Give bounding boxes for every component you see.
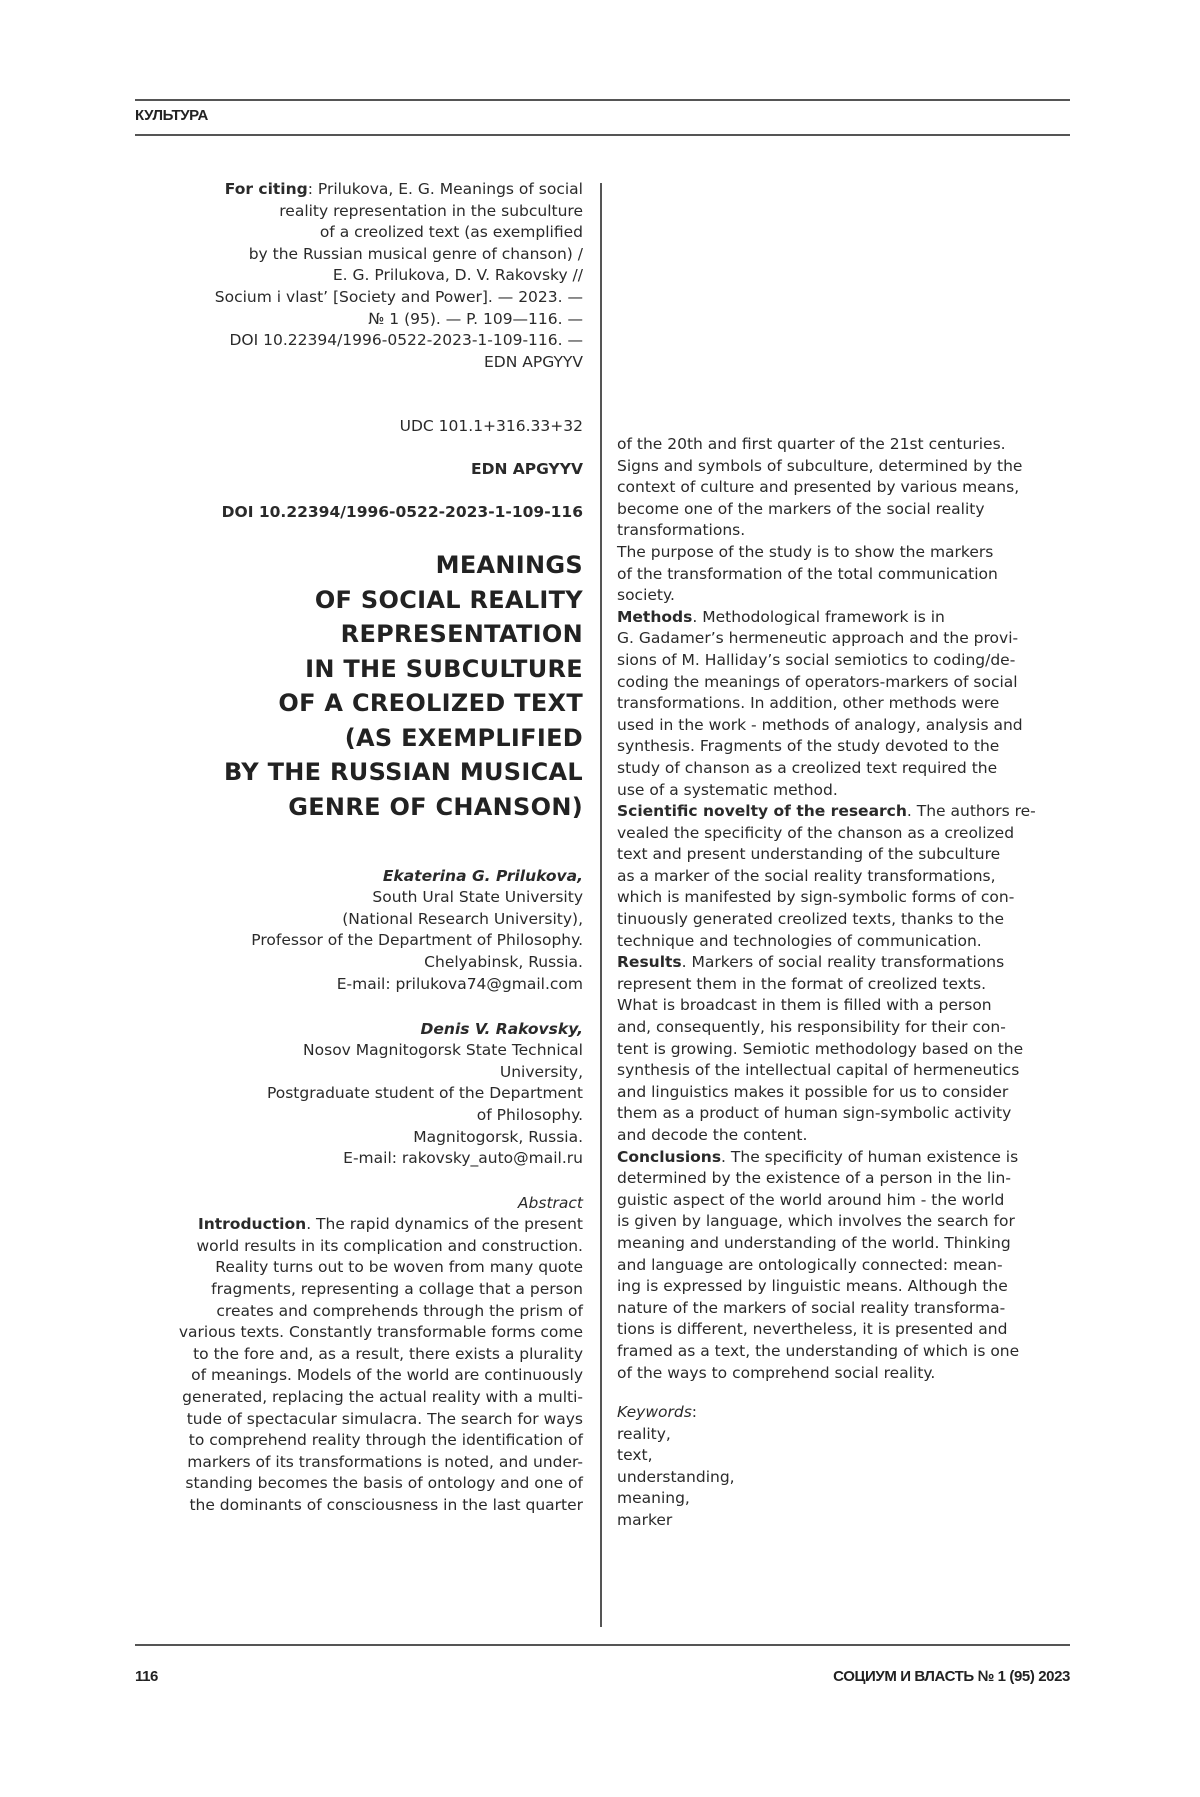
keywords-list: reality, text, understanding, meaning, marker — [617, 1424, 735, 1529]
udc: UDC 101.1+316.33+32 — [399, 417, 583, 435]
citation-text: : Prilukova, E. G. Meanings of social reality representation in the subculture of a creolized text (as exemplified by the Russian musical genre of chanson) / E. G. Prilukova, D. V. Rakovsky // Socium i vlast’ [Society and Power]. — 2023. — № 1 (95). — P. 109—116. — DOI 10.22394/1996-0522-2023-1-109-116. — EDN APGYYV — [214, 180, 583, 371]
abstract-label: Abstract — [517, 1193, 583, 1212]
edn: EDN APGYYV — [470, 460, 583, 478]
conclusions-text: . The specificity of human existence is determined by the existence of a person in the lin- guistic aspect of the world around him - the world is given by language, which involves the search for meaning and understanding of the world. Thinking and language are ontologically connected: mean- ing is expressed by linguistic means. Although the nature of the markers of social reality transforma- tions is different, nevertheless, it is presented and framed as a text, the understanding of which is one of the ways to comprehend social reality. — [617, 1147, 1020, 1382]
author-2 — [267, 997, 583, 1170]
keywords-label: Keywords — [617, 1403, 692, 1421]
author-details: Nosov Magnitogorsk State Technical University, Postgraduate student of the Department of Philosophy. Magnitogorsk, Russia. E-mail: rakovsky_auto@mail.ru — [266, 1041, 583, 1168]
author-name: Ekaterina G. Prilukova, — [382, 866, 583, 885]
header-top-rule — [135, 99, 1070, 101]
introduction-label: Introduction — [197, 1215, 307, 1234]
footer-rule — [135, 1644, 1070, 1646]
abstract-left — [179, 1171, 583, 1517]
journal-issue: СОЦИУМ И ВЛАСТЬ № 1 (95) 2023 — [833, 1668, 1070, 1685]
abstract-right — [617, 434, 1036, 1384]
results-text: . Markers of social reality transformations represent them in the format of creolized texts. What is broadcast in them is filled with a person and, consequently, his responsibility for their con- tent is growing. Semiotic methodology based on the synthesis of the intellectual capital of hermeneutics and linguistics makes it possible for us to consider them as a product of human sign-symbolic activity and decode the content. — [617, 953, 1024, 1144]
doi: DOI 10.22394/1996-0522-2023-1-109-116 — [221, 503, 583, 521]
section-title: КУЛЬТУРА — [135, 107, 208, 124]
keywords — [617, 1402, 735, 1532]
methods-label: Methods — [617, 607, 693, 626]
results-label: Results — [617, 953, 682, 972]
author-1 — [251, 844, 583, 995]
novelty-label: Scientific novelty of the research — [617, 802, 907, 821]
author-name: Denis V. Rakovsky, — [420, 1019, 583, 1038]
conclusions-label: Conclusions — [617, 1147, 722, 1166]
article-title: MEANINGS OF SOCIAL REALITY REPRESENTATION IN THE SUBCULTURE OF A CREOLIZED TEXT (AS EXEMPLIFIED BY THE RUSSIAN MUSICAL GENRE OF CHANSON) — [224, 551, 583, 821]
author-details: South Ural State University (National Research University), Professor of the Department of Philosophy. Chelyabinsk, Russia. E-mail: prilukova74@gmail.com — [251, 888, 583, 993]
page-number: 116 — [135, 1668, 158, 1685]
abstract-introduction — [179, 1214, 583, 1516]
header-bottom-rule — [135, 134, 1070, 136]
column-divider — [600, 183, 602, 1627]
methods-text: . Methodological framework is in G. Gadamer’s hermeneutic approach and the provi- sions of M. Halliday’s social semiotics to coding/de- coding the meanings of operators-markers of social transformations. In addition, other methods were used in the work - methods of analogy, analysis and synthesis. Fragments of the study devoted to the study of chanson as a creolized text required the use of a systematic method. — [617, 607, 1023, 799]
introduction-text: . The rapid dynamics of the present world results in its complication and construction. Reality turns out to be woven from many quote fragments, representing a collage that a person creates and comprehends through the prism of various texts. Constantly transformable forms come to the fore and, as a result, there exists a plurality of meanings. Models of the world are continuously generated, replacing the actual reality with a multi- tude of spectacular simulacra. The search for ways to comprehend reality through the identification of markers of its transformations is noted, and under- standing becomes the basis of ontology and one of the dominants of consciousness in the last quarter — [178, 1215, 583, 1514]
citation-label: For citing — [224, 180, 308, 198]
keywords-colon: : — [691, 1403, 698, 1421]
citation — [215, 179, 583, 373]
novelty-text: . The authors re- vealed the specificity of the chanson as a creolized text and present understanding of the subculture as a marker of the social reality transformations, which is manifested by sign-symbolic forms of con- tinuously generated creolized texts, thanks to the technique and technologies of communication. — [617, 802, 1036, 950]
introduction-continued: of the 20th and first quarter of the 21st centuries. Signs and symbols of subculture, determined by the context of culture and presented by various means, become one of the markers of the social reality transformations. The purpose of the study is to show the markers of the transformation of the total communication society. — [617, 435, 1023, 605]
